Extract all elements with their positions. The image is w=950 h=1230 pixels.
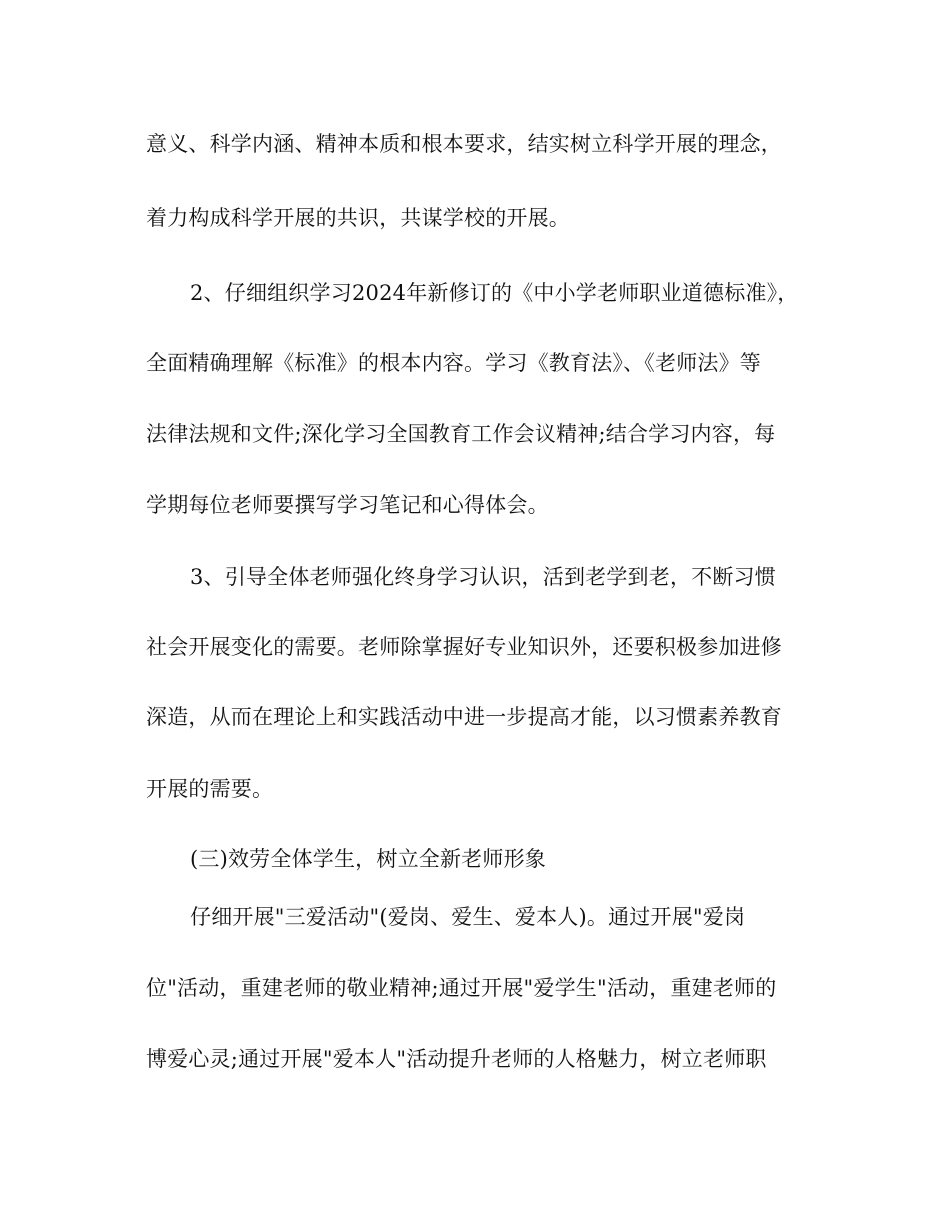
body-line: 意义、科学内涵、精神本质和根本要求，结实树立科学开展的理念， xyxy=(146,132,782,156)
body-line: 开展的需要。 xyxy=(146,777,274,801)
paragraph-3-start: 3、引导全体老师强化终身学习认识，活到老学到老，不断习惯 xyxy=(190,565,776,589)
body-line: 着力构成科学开展的共识，共谋学校的开展。 xyxy=(146,206,570,230)
section-heading: (三)效劳全体学生，树立全新老师形象 xyxy=(190,847,546,871)
body-line: 全面精确理解《标准》的根本内容。学习《教育法》、《老师法》等 xyxy=(146,351,761,375)
body-line: 位"活动，重建老师的敬业精神;通过开展"爱学生"活动，重建老师的 xyxy=(146,976,777,1000)
body-line: 深造，从而在理论上和实践活动中进一步提高才能，以习惯素养教育 xyxy=(146,705,782,729)
body-line: 学期每位老师要撰写学习笔记和心得体会。 xyxy=(146,493,549,517)
body-line: 社会开展变化的需要。老师除掌握好专业知识外，还要积极参加进修 xyxy=(146,635,782,659)
body-line: 法律法规和文件;深化学习全国教育工作会议精神;结合学习内容，每 xyxy=(146,422,776,446)
paragraph-4-start: 仔细开展"三爱活动"(爱岗、爱生、爱本人)。通过开展"爱岗 xyxy=(190,905,746,929)
paragraph-2-start: 2、仔细组织学习2024年新修订的《中小学老师职业道德标准》， xyxy=(190,281,799,305)
body-line: 博爱心灵;通过开展"爱本人"活动提升老师的人格魅力，树立老师职 xyxy=(146,1047,767,1071)
